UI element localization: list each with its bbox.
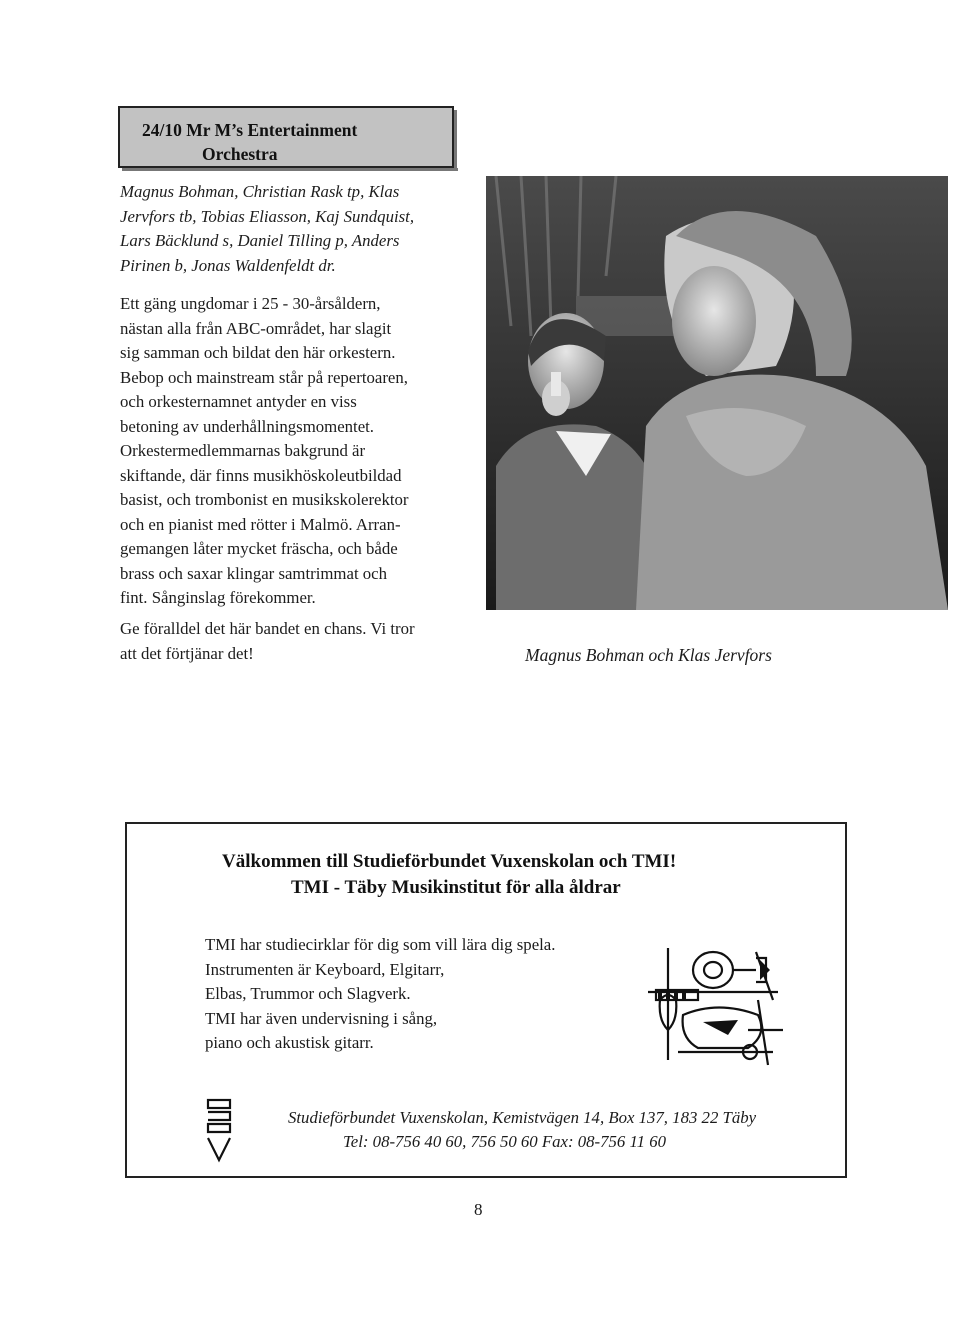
personnel-line: Jervfors tb, Tobias Eliasson, Kaj Sundquist, bbox=[120, 206, 415, 226]
event-header-box bbox=[118, 106, 454, 168]
address-line: Studieförbundet Vuxenskolan, Kemistvägen 14, Box 137, 183 22 Täby bbox=[288, 1108, 757, 1127]
text-line: Instrumenten är Keyboard, Elgitarr, bbox=[205, 959, 445, 979]
header-box-shadow-right bbox=[454, 110, 457, 170]
text-line: nästan alla från ABC-området, har slagit bbox=[120, 318, 392, 338]
closing-paragraph bbox=[120, 617, 415, 666]
text-line: gemangen låter mycket fräscha, och både bbox=[120, 539, 398, 558]
personnel-line: Pirinen b, Jonas Waldenfeldt dr. bbox=[120, 255, 336, 275]
description-paragraph bbox=[120, 292, 409, 611]
advert-body bbox=[205, 933, 555, 1056]
page-number: 8 bbox=[474, 1200, 483, 1219]
phone-line: Tel: 08-756 40 60, 756 50 60 Fax: 08-756 11 60 bbox=[343, 1132, 667, 1151]
photo-caption: Magnus Bohman och Klas Jervfors bbox=[525, 645, 772, 665]
personnel-list bbox=[120, 180, 414, 278]
text-line: Bebop och mainstream står på repertoaren, bbox=[120, 367, 408, 387]
text-line: Orkestermedlemmarnas bakgrund är bbox=[120, 441, 366, 460]
text-line: brass och saxar klingar samtrimmat och bbox=[120, 563, 388, 583]
advert-heading: Välkommen till Studieförbundet Vuxenskolan och TMI! bbox=[222, 851, 677, 872]
text-line: fint. Sånginslag förekommer. bbox=[120, 588, 316, 607]
text-line: sig samman och bildat den här orkestern. bbox=[120, 343, 396, 362]
personnel-line: Magnus Bohman, Christian Rask tp, Klas bbox=[120, 182, 400, 201]
text-line: skiftande, där finns musikhöskoleutbildad bbox=[120, 465, 402, 485]
event-title-line1: 24/10 Mr M’s Entertainment bbox=[142, 120, 358, 140]
event-title-line2: Orchestra bbox=[202, 144, 278, 164]
instruments-illustration-icon bbox=[638, 940, 788, 1070]
text-line: och en pianist med rötter i Malmö. Arran- bbox=[120, 514, 401, 534]
header-box-shadow bbox=[122, 168, 458, 171]
text-line: Ge föralldel det här bandet en chans. Vi tror bbox=[120, 619, 415, 638]
personnel-line: Lars Bäcklund s, Daniel Tilling p, Anders bbox=[120, 231, 400, 250]
text-line: TMI har studiecirklar för dig som vill lära dig spela. bbox=[205, 935, 556, 954]
vuxenskolan-logo-icon bbox=[205, 1098, 233, 1164]
advert-contact bbox=[288, 1106, 756, 1154]
text-line: TMI har även undervisning i sång, bbox=[205, 1008, 438, 1028]
text-line: Elbas, Trummor och Slagverk. bbox=[205, 984, 411, 1003]
text-line: och orkesternamnet antyder en viss bbox=[120, 392, 357, 411]
text-line: betoning av underhållningsmomentet. bbox=[120, 416, 374, 436]
advert-subheading: TMI - Täby Musikinstitut för alla åldrar bbox=[291, 877, 621, 898]
band-members-photo bbox=[486, 176, 948, 610]
text-line: piano och akustisk gitarr. bbox=[205, 1033, 374, 1052]
text-line: Ett gäng ungdomar i 25 - 30-årsåldern, bbox=[120, 294, 381, 313]
text-line: basist, och trombonist en musikskolerektor bbox=[120, 490, 409, 509]
text-line: att det förtjänar det! bbox=[120, 643, 254, 663]
